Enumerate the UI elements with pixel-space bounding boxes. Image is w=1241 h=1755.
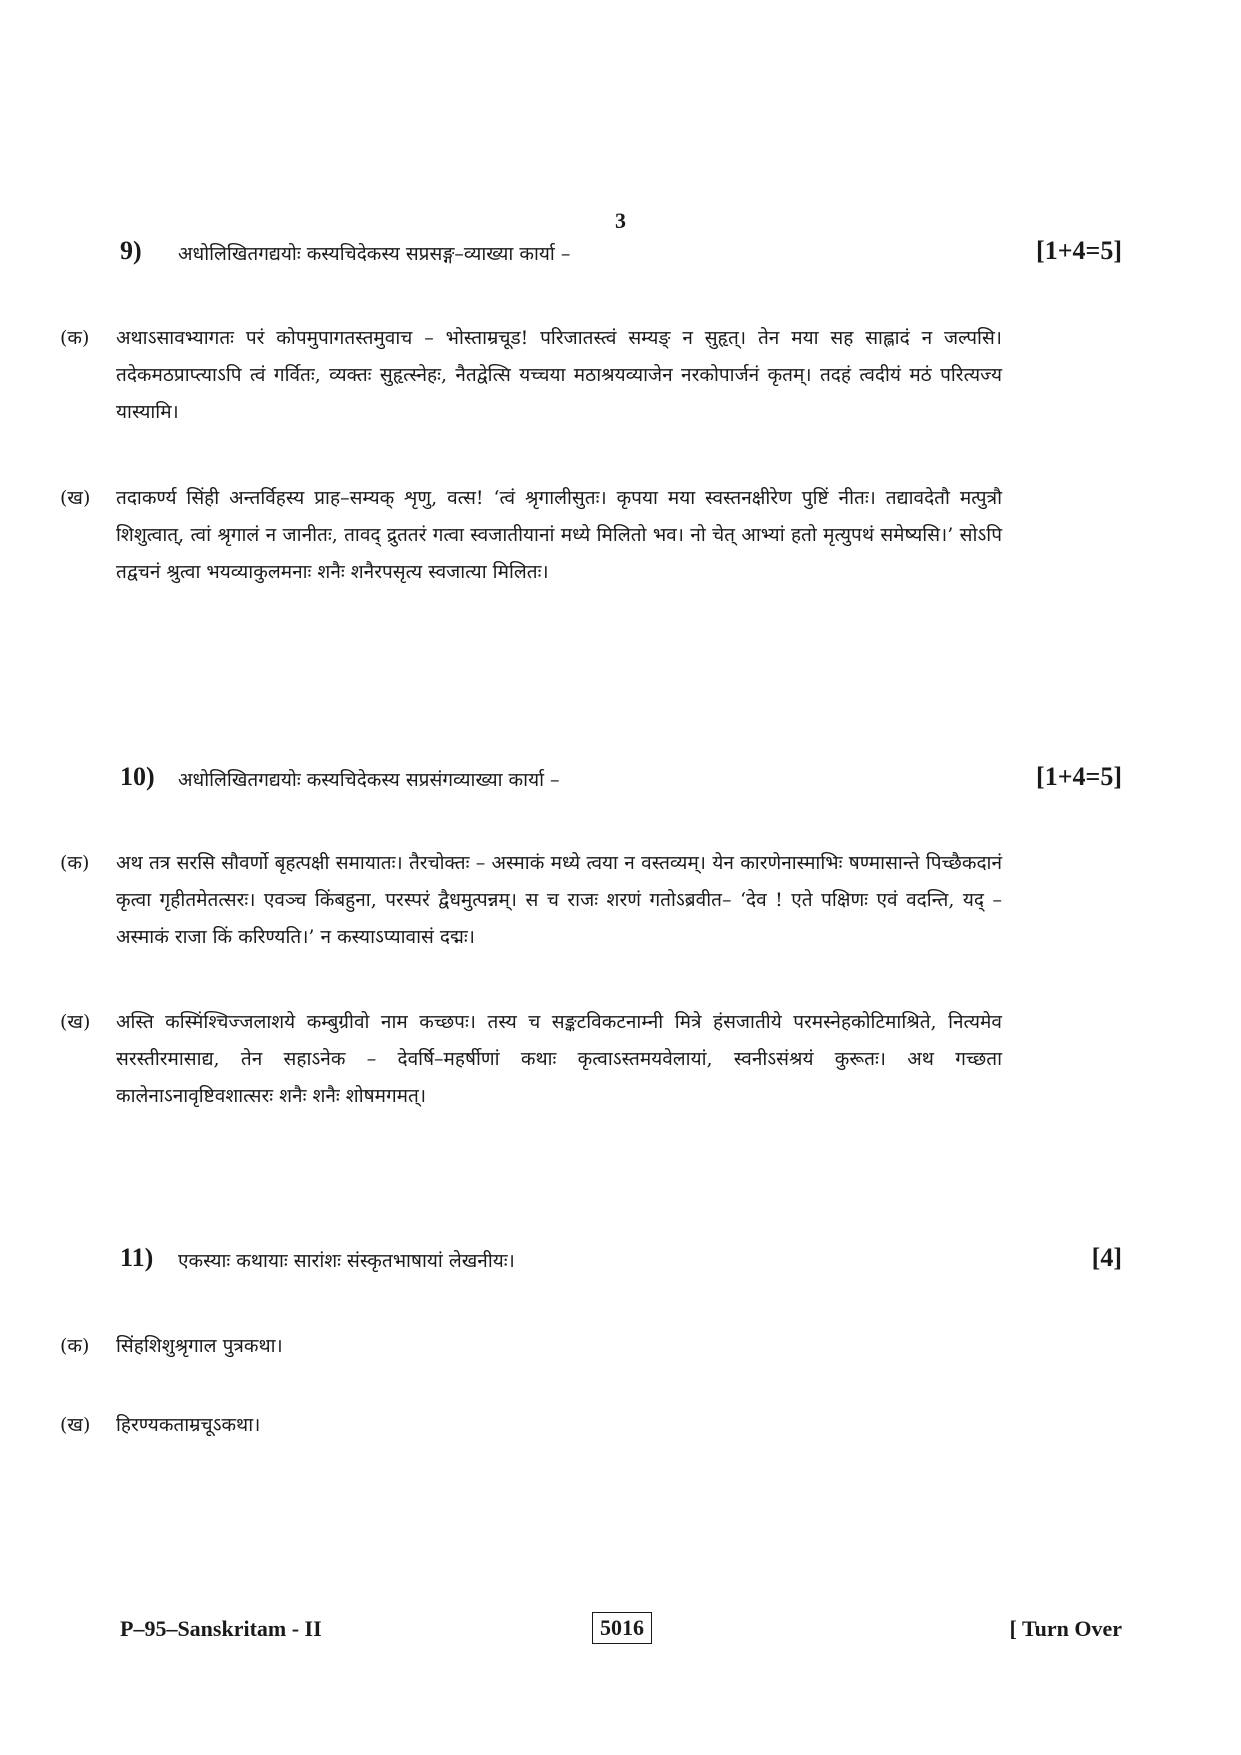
question-instruction: एकस्याः कथायाः सारांशः संस्कृतभाषायां लेखनीयः। xyxy=(178,1250,515,1272)
question-instruction: अधोलिखितगद्ययोः कस्यचिदेकस्य सप्रसंगव्याख्या कार्या – xyxy=(178,769,560,791)
question-11-part-ka xyxy=(60,1328,1002,1365)
part-passage: सिंहशिशुश्रृगाल पुत्रकथा। xyxy=(116,1335,283,1357)
question-number: 9) xyxy=(120,236,142,265)
question-marks: [1+4=5] xyxy=(1036,762,1122,791)
page-footer xyxy=(120,1612,1122,1648)
question-10-part-kha xyxy=(60,1004,1002,1115)
paper-code: P–95–Sanskritam - II xyxy=(120,1616,322,1641)
part-label: (ख) xyxy=(60,1414,91,1436)
question-number: 10) xyxy=(120,762,155,791)
question-9-part-kha xyxy=(60,480,1002,591)
question-header xyxy=(120,762,1122,802)
question-11 xyxy=(120,1243,1122,1283)
question-11-part-kha xyxy=(60,1407,1002,1444)
question-marks: [4] xyxy=(1091,1243,1122,1272)
part-label: (क) xyxy=(60,852,90,874)
part-label: (ख) xyxy=(60,487,91,509)
part-label: (ख) xyxy=(60,1011,91,1033)
question-10 xyxy=(120,762,1122,802)
part-passage: अथ तत्र सरसि सौवर्णो बृहत्पक्षी समायातः। तैरचोक्तः – अस्माकं मध्ये त्वया न वस्तव्यम्। येन कारणेनास्माभिः षण्मासान्ते पिच्छैकदानं कृत्वा गृहीतमेतत्सरः। एवञ्च किंबहुना, परस्परं द्वैधमुत्पन्नम्। स च राजः शरणं गतोऽब्रवीत– ‘देव ! एते पक्षिणः एवं वदन्ति, यद् – अस्माकं राजा किं करिण्यति।’ न कस्याऽप्यावासं दद्मः। xyxy=(116,852,1002,948)
question-9 xyxy=(120,236,1122,276)
part-passage: हिरण्यकताम्रचूऽकथा। xyxy=(116,1414,261,1436)
question-marks: [1+4=5] xyxy=(1036,236,1122,265)
question-10-part-ka xyxy=(60,845,1002,956)
part-passage: अस्ति कस्मिंश्चिज्जलाशये कम्बुग्रीवो नाम कच्छपः। तस्य च सङ्कटविकटनाम्नी मित्रे हंसजातीये परमस्नेहकोटिमाश्रिते, नित्यमेव सरस्तीरमासाद्य, तेन सहाऽनेक – देवर्षि–महर्षीणां कथाः कृत्वाऽस्तमयवेलायां, स्वनीऽसंश्रयं कुरूतः। अथ गच्छता कालेनाऽनावृष्टिवशात्सरः शनैः शनैः शोषमगमत्। xyxy=(116,1011,1002,1107)
booklet-code-box: 5016 xyxy=(592,1612,652,1644)
question-header xyxy=(120,236,1122,276)
part-passage: तदाकर्ण्य सिंही अन्तर्विहस्य प्राह–सम्यक् शृणु, वत्स! ‘त्वं श्रृगालीसुतः। कृपया मया स्वस्तनक्षीरेण पुष्टिं नीतः। तद्यावदेतौ मत्पुत्रौ शिशुत्वात्, त्वां श्रृगालं न जानीतः, तावद् द्रुततरं गत्वा स्वजातीयानां मध्ये मिलितो भव। नो चेत् आभ्यां हतो मृत्युपथं समेष्यसि।’ सोऽपि तद्वचनं श्रुत्वा भयव्याकुलमनाः शनैः शनैरपसृत्य स्वजात्या मिलितः। xyxy=(116,487,1002,583)
question-instruction: अधोलिखितगद्ययोः कस्यचिदेकस्य सप्रसङ्ग–व्याख्या कार्या – xyxy=(178,243,571,265)
question-9-part-ka xyxy=(60,320,1002,431)
part-label: (क) xyxy=(60,327,90,349)
page-number: 3 xyxy=(615,208,626,233)
turn-over-label: [ Turn Over xyxy=(1009,1616,1122,1641)
part-label: (क) xyxy=(60,1335,90,1357)
question-number: 11) xyxy=(120,1243,154,1272)
question-header xyxy=(120,1243,1122,1283)
part-passage: अथाऽसावभ्यागतः परं कोपमुपागतस्तमुवाच – भोस्ताम्रचूड! परिजातस्त्वं सम्यङ् न सुहृत्। तेन मया सह साह्लादं न जल्पसि। तदेकमठप्राप्त्याऽपि त्वं गर्वितः, व्यक्तः सुहृत्स्नेहः, नैतद्वेत्सि यच्चया मठाश्रयव्याजेन नरकोपार्जनं कृतम्। तदहं त्वदीयं मठं परित्यज्य यास्यामि। xyxy=(116,327,1002,423)
